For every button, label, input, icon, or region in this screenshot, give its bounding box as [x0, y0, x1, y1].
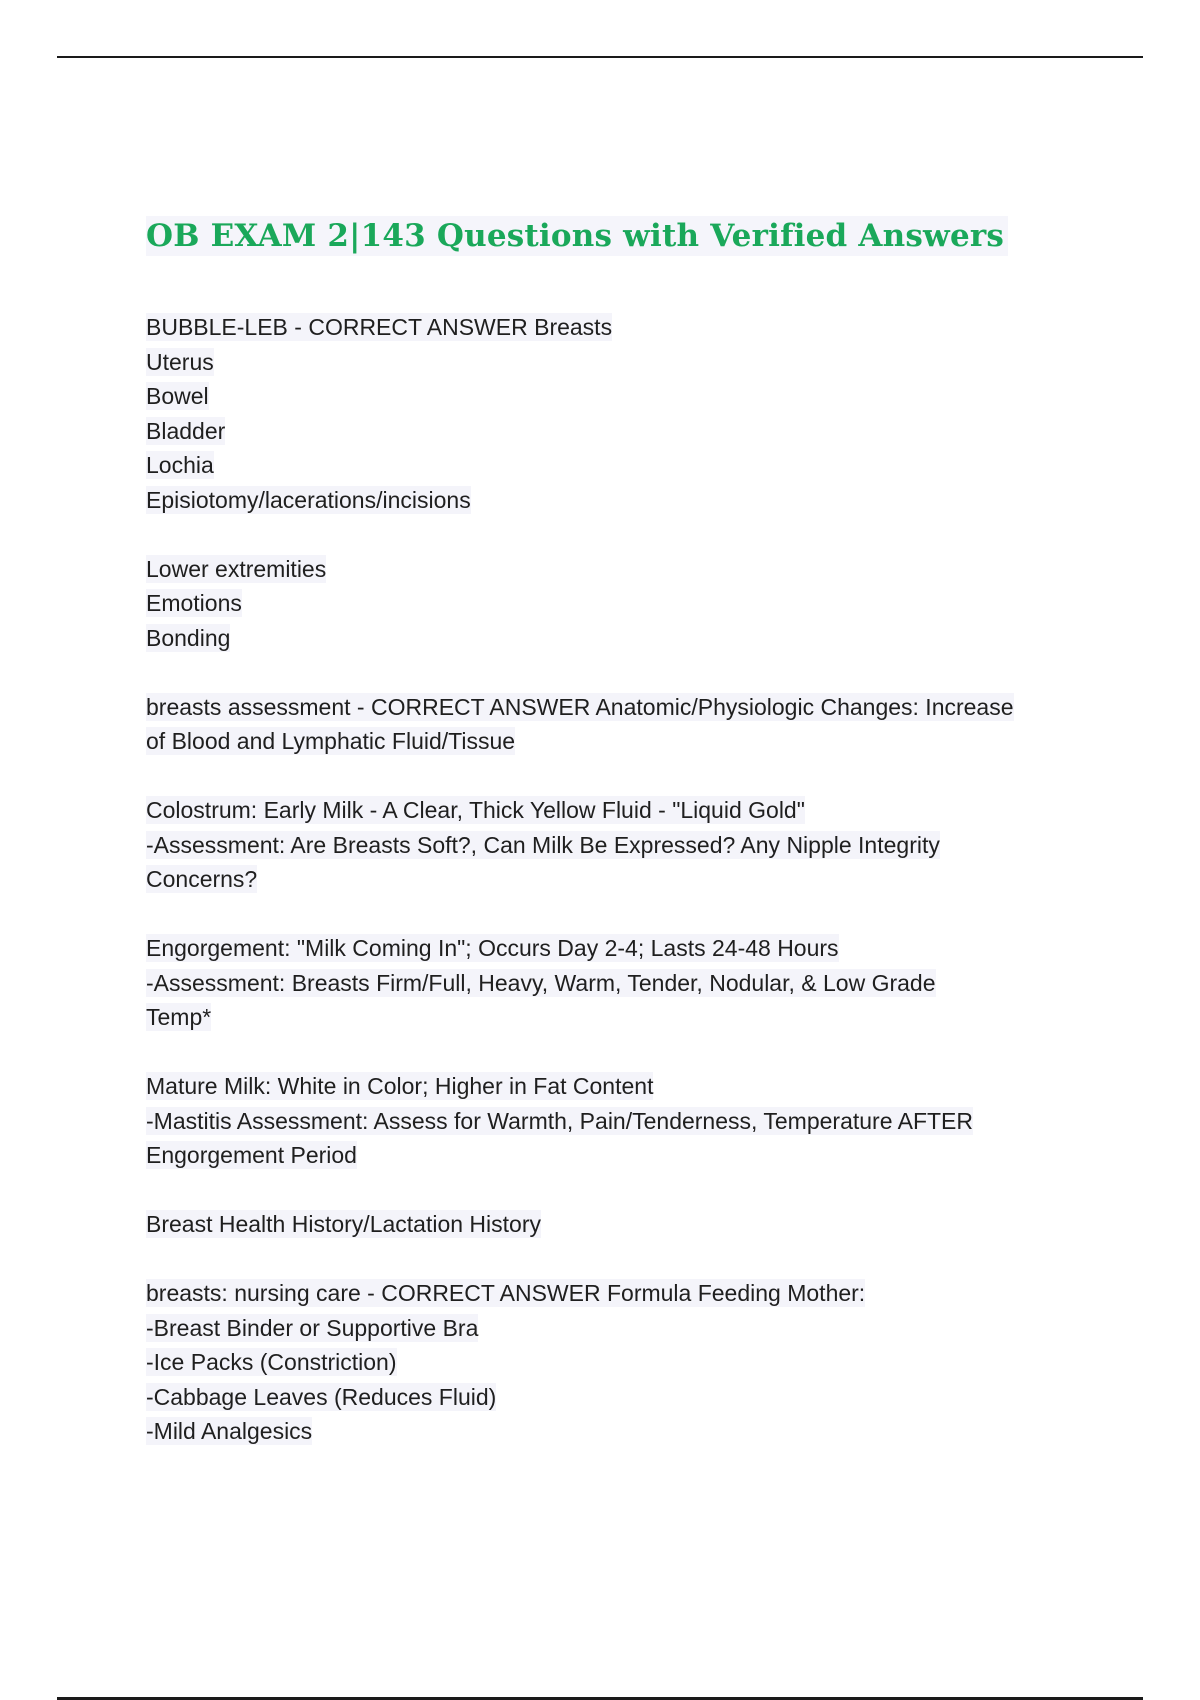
document-title: OB EXAM 2|143 Questions with Verified Answers [146, 210, 1086, 262]
text-line-content: Bowel [146, 383, 209, 409]
text-line [146, 966, 1086, 1001]
text-line [146, 1276, 1086, 1311]
text-line [146, 793, 1086, 828]
text-line [146, 1000, 1086, 1035]
top-rule [57, 56, 1143, 58]
text-line-content: Engorgement Period [146, 1142, 357, 1168]
blank-line [146, 759, 1086, 794]
text-line [146, 586, 1086, 621]
blank-line [146, 517, 1086, 552]
text-line [146, 1104, 1086, 1139]
text-line [146, 483, 1086, 518]
text-line-content: Emotions [146, 590, 242, 616]
text-line-content: Engorgement: "Milk Coming In"; Occurs Day 2-4; Lasts 24-48 Hours [146, 935, 839, 961]
text-line-content: -Mastitis Assessment: Assess for Warmth, Pain/Tenderness, Temperature AFTER [146, 1107, 974, 1134]
text-line [146, 310, 1086, 345]
text-line-content: -Assessment: Breasts Firm/Full, Heavy, Warm, Tender, Nodular, & Low Grade [146, 969, 936, 996]
text-line [146, 690, 1086, 725]
text-line [146, 828, 1086, 863]
text-line-content: BUBBLE-LEB - CORRECT ANSWER Breasts [146, 314, 613, 340]
text-line-content: -Assessment: Are Breasts Soft?, Can Milk Be Expressed? Any Nipple Integrity [146, 831, 940, 858]
text-line-content: -Breast Binder or Supportive Bra [146, 1314, 479, 1341]
text-line [146, 552, 1086, 587]
text-line-content: Uterus [146, 348, 214, 375]
text-line [146, 1414, 1086, 1449]
blank-line [146, 655, 1086, 690]
text-line-content: Breast Health History/Lactation History [146, 1211, 541, 1237]
text-line-content: Bladder [146, 417, 226, 444]
text-line-content: breasts assessment - CORRECT ANSWER Anatomic/Physiologic Changes: Increase [146, 693, 1014, 720]
text-line-content: Colostrum: Early Milk - A Clear, Thick Yellow Fluid - "Liquid Gold" [146, 797, 805, 823]
text-line [146, 724, 1086, 759]
blank-line [146, 1173, 1086, 1208]
text-line-content: Concerns? [146, 866, 258, 892]
document-body [146, 210, 1086, 1449]
text-line-content: Lower extremities [146, 555, 327, 582]
text-line-content: Bonding [146, 624, 231, 651]
text-line [146, 1380, 1086, 1415]
text-line-content: breasts: nursing care - CORRECT ANSWER Formula Feeding Mother: [146, 1280, 866, 1306]
text-line [146, 862, 1086, 897]
text-line [146, 931, 1086, 966]
text-line [146, 379, 1086, 414]
text-line [146, 448, 1086, 483]
text-line [146, 345, 1086, 380]
text-line-content: Mature Milk: White in Color; Higher in Fat Content [146, 1073, 654, 1099]
text-line-content: Temp* [146, 1004, 212, 1030]
blank-line [146, 1242, 1086, 1277]
text-line [146, 1311, 1086, 1346]
text-line [146, 414, 1086, 449]
text-line-content: -Cabbage Leaves (Reduces Fluid) [146, 1383, 497, 1410]
blank-line [146, 1035, 1086, 1070]
blank-line [146, 897, 1086, 932]
text-line [146, 1069, 1086, 1104]
document-text [146, 310, 1086, 1449]
text-line-content: -Mild Analgesics [146, 1418, 313, 1444]
text-line-content: -Ice Packs (Constriction) [146, 1349, 397, 1375]
text-line-content: Lochia [146, 452, 214, 478]
text-line [146, 1138, 1086, 1173]
text-line [146, 1345, 1086, 1380]
text-line [146, 621, 1086, 656]
text-line-content: of Blood and Lymphatic Fluid/Tissue [146, 728, 516, 754]
text-line [146, 1207, 1086, 1242]
text-line-content: Episiotomy/lacerations/incisions [146, 486, 471, 513]
